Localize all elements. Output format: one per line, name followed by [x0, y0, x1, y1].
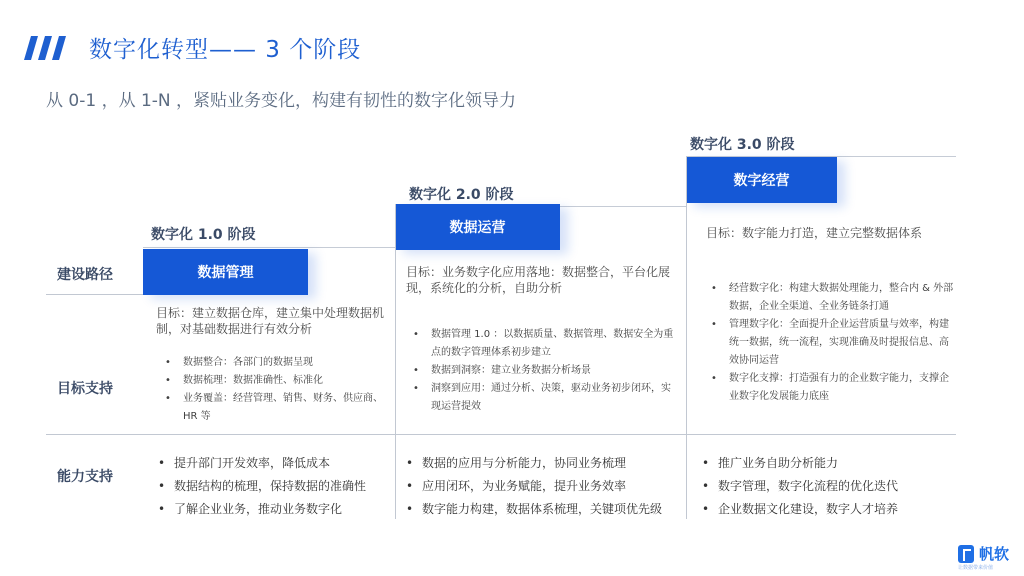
stage-3-bullets [702, 280, 958, 406]
list-item: • 数据结构的梳理，保持数据的准确性 [156, 475, 366, 498]
stage-3-abilities [700, 452, 898, 521]
list-item: • 数据管理 1.0 ：以数据质量、数据管理、数据安全为重点的数字管理体系初步建立 [404, 326, 678, 362]
stage-2-box: 数据运营 [395, 204, 560, 250]
list-item: • 业务覆盖：经营管理、销售、财务、供应商、HR 等 [156, 390, 392, 426]
stage-1-box: 数据管理 [143, 249, 308, 295]
list-item: • 数字能力构建，数据体系梳理，关键项优先级 [404, 498, 662, 521]
title-slashes-decoration [24, 36, 74, 60]
list-item: • 应用闭环，为业务赋能，提升业务效率 [404, 475, 662, 498]
stage-1-abilities [156, 452, 366, 521]
list-item: • 数据梳理：数据准确性、标准化 [156, 372, 392, 390]
brand-logo [958, 543, 1009, 564]
list-item: • 经营数字化：构建大数据处理能力，整合内 & 外部数据，企业全渠道、全业务链条打通 [702, 280, 958, 316]
stage-2-goal: 目标：业务数字化应用落地：数据整合，平台化展现，系统化的分析，自助分析 [406, 265, 671, 295]
row-label-goal: 目标支持 [57, 381, 113, 397]
list-item: • 数字化支撑：打造强有力的企业数字能力，支撑企业数字化发展能力底座 [702, 370, 958, 406]
stage-2-label: 数字化 2.0 阶段 [409, 187, 514, 203]
row-divider [46, 294, 143, 295]
stage-1-goal: 目标：建立数据仓库，建立集中处理数据机制，对基础数据进行有效分析 [156, 306, 385, 336]
list-item: • 数据到洞察：建立业务数据分析场景 [404, 362, 678, 380]
row-label-ability: 能力支持 [57, 469, 113, 485]
logo-icon [958, 545, 974, 563]
list-item: • 洞察到应用：通过分析、决策，驱动业务初步闭环，实现运营提效 [404, 380, 678, 416]
stage-1-step-line [143, 247, 395, 248]
list-item: • 数据整合：各部门的数据呈现 [156, 354, 392, 372]
row-label-path: 建设路径 [57, 267, 113, 283]
stage-3-goal: 目标：数字能力打造，建立完整数据体系 [706, 226, 923, 240]
stage-1-label: 数字化 1.0 阶段 [151, 227, 256, 243]
list-item: • 提升部门开发效率，降低成本 [156, 452, 366, 475]
column-divider [686, 157, 687, 519]
row-divider [46, 434, 956, 435]
list-item: • 推广业务自助分析能力 [700, 452, 898, 475]
stage-1-bullets [156, 354, 392, 426]
stage-2-abilities [404, 452, 662, 521]
list-item: • 数字管理，数字化流程的优化迭代 [700, 475, 898, 498]
logo-slogan: 让数据带来价值 [958, 565, 994, 571]
column-divider [395, 204, 396, 519]
list-item: • 了解企业业务，推动业务数字化 [156, 498, 366, 521]
page-subtitle: 从 0-1 ，从 1-N ，紧贴业务变化，构建有韧性的数字化领导力 [46, 91, 517, 111]
list-item: • 数据的应用与分析能力，协同业务梳理 [404, 452, 662, 475]
list-item: • 企业数据文化建设，数字人才培养 [700, 498, 898, 521]
stage-3-label: 数字化 3.0 阶段 [690, 137, 795, 153]
page-title: 数字化转型—— 3 个阶段 [89, 37, 362, 63]
stage-3-box: 数字经营 [686, 157, 837, 203]
stage-2-bullets [404, 326, 678, 416]
logo-name: 帆软 [979, 545, 1010, 563]
list-item: • 管理数字化：全面提升企业运营质量与效率，构建统一数据，统一流程，实现准确及时提报信息、高效协同运营 [702, 316, 958, 370]
